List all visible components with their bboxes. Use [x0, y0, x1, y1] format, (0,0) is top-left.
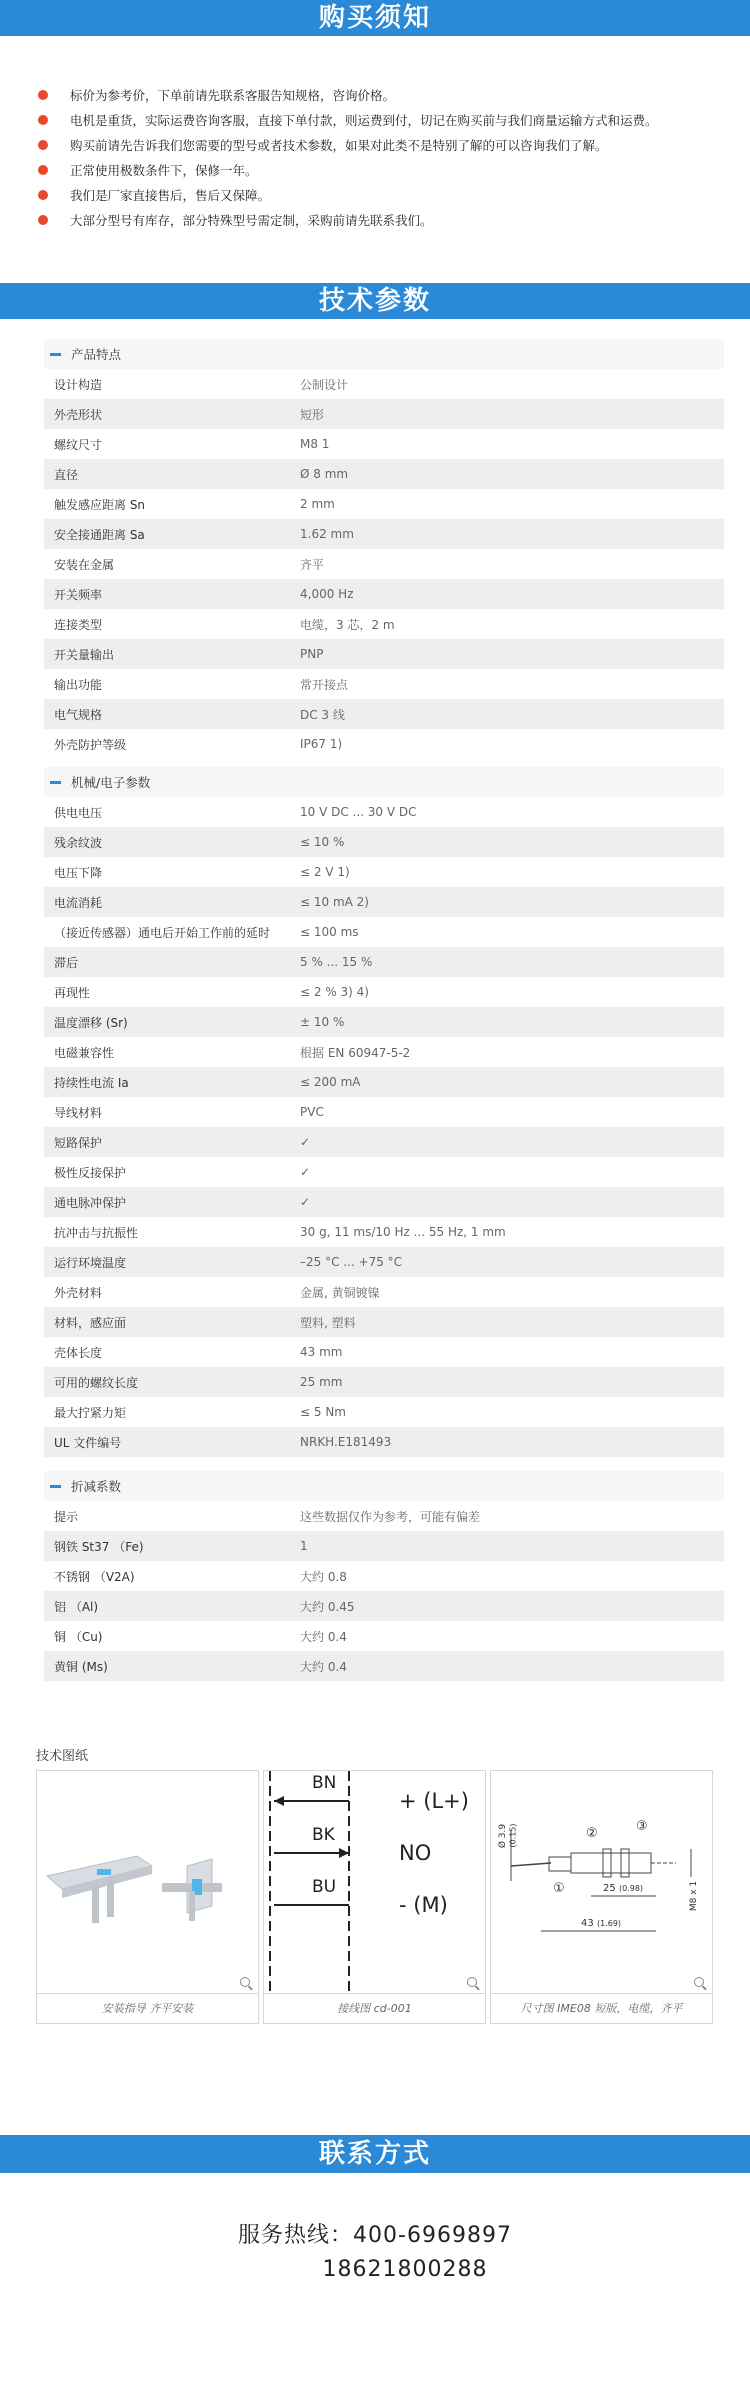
spec-key: 钢铁 St37 （Fe): [54, 1539, 144, 1554]
spec-value: ≤ 10 mA 2): [300, 895, 369, 909]
callout-3: ③: [636, 1819, 648, 1834]
table-row: [44, 369, 724, 399]
spec-key: 通电脉冲保护: [54, 1195, 127, 1210]
spec-key: 供电电压: [54, 805, 103, 820]
wire-no-label: NO: [399, 1841, 432, 1865]
spec-table: [44, 1501, 724, 1681]
section-header: [44, 1471, 724, 1501]
spec-value: 43 mm: [300, 1345, 343, 1359]
spec-key: 滞后: [54, 955, 79, 970]
spec-key: 提示: [54, 1509, 79, 1524]
mounting-drawing: [37, 1771, 258, 1994]
drawing-caption: 接线图 cd-001: [337, 2002, 412, 2015]
spec-value: –25 °C ... +75 °C: [300, 1255, 403, 1269]
spec-key: 输出功能: [54, 677, 103, 692]
spec-value: DC 3 线: [300, 707, 345, 722]
spec-value: ✓: [300, 1165, 311, 1179]
section-marker-icon: [50, 781, 61, 784]
notice-list: [38, 82, 728, 232]
spec-value: 大约 0.8: [300, 1569, 347, 1584]
table-row: [44, 887, 724, 917]
table-row: [44, 1427, 724, 1457]
spec-key: UL 文件编号: [54, 1435, 122, 1450]
spec-key: 不锈钢 （V2A): [54, 1569, 135, 1584]
dim-25: 25: [603, 1883, 616, 1894]
hotline-text: 服务热线：400-6969897: [238, 2223, 512, 2248]
spec-value: 25 mm: [300, 1375, 343, 1389]
table-row: [44, 1157, 724, 1187]
zoom-icon[interactable]: [694, 1977, 704, 1987]
spec-key: 连接类型: [54, 617, 103, 632]
spec-value: 大约 0.45: [300, 1599, 355, 1614]
spec-value: 4,000 Hz: [300, 587, 354, 601]
spec-key: 最大拧紧力矩: [54, 1405, 127, 1420]
table-row: [44, 489, 724, 519]
spec-key: 外壳材料: [54, 1285, 103, 1300]
spec-key: 残余纹波: [54, 835, 103, 850]
wire-minus-label: - (M): [399, 1893, 448, 1917]
drawings-title: 技术图纸: [36, 1749, 89, 1764]
spec-value: M8 1: [300, 437, 330, 451]
table-row: [44, 399, 724, 429]
table-row: [44, 549, 724, 579]
spec-key: 电流消耗: [54, 895, 103, 910]
drawing-caption: 安装指导 齐平安装: [101, 2002, 194, 2015]
table-row: [44, 519, 724, 549]
table-row: [44, 1531, 724, 1561]
table-row: [44, 1621, 724, 1651]
spec-key: 电气规格: [54, 707, 103, 722]
wiring-diagram: [264, 1771, 485, 1994]
table-row: [44, 1037, 724, 1067]
table-row: [44, 1397, 724, 1427]
section-title: 折减系数: [71, 1479, 122, 1494]
contact-banner: 联系方式: [0, 2135, 750, 2173]
spec-section-mech: [44, 767, 724, 1457]
spec-key: 直径: [54, 467, 79, 482]
table-row: [44, 1187, 724, 1217]
table-row: [44, 1367, 724, 1397]
list-item: 电机是重货，实际运费咨询客服，直接下单付款，则运费到付，切记在购买前与我们商量运输方式和运费。: [38, 107, 728, 132]
spec-key: 导线材料: [54, 1105, 103, 1120]
spec-value: ✓: [300, 1135, 311, 1149]
spec-key: 再现性: [54, 985, 91, 1000]
dim-diameter-inch: (0.15): [508, 1823, 518, 1848]
spec-table: [44, 797, 724, 1457]
spec-key: 开关频率: [54, 587, 103, 602]
spec-key: 温度漂移 (Sr): [54, 1015, 128, 1030]
spec-value: ± 10 %: [300, 1015, 345, 1029]
dim-43-inch: (1.69): [597, 1919, 622, 1928]
spec-value: 齐平: [300, 557, 325, 572]
bullet-icon: [38, 165, 48, 175]
table-row: [44, 1277, 724, 1307]
spec-key: 极性反接保护: [54, 1165, 127, 1180]
tech-banner: 技术参数: [0, 283, 750, 319]
table-row: [44, 609, 724, 639]
spec-value: 公制设计: [300, 377, 349, 392]
section-header: [44, 767, 724, 797]
spec-value: ≤ 100 ms: [300, 925, 359, 939]
table-row: [44, 639, 724, 669]
section-marker-icon: [50, 353, 61, 356]
table-row: [44, 1247, 724, 1277]
phone-text: 18621800288: [322, 2257, 488, 2282]
table-row: [44, 1561, 724, 1591]
spec-value: IP67 1): [300, 737, 343, 751]
list-item: 标价为参考价，下单前请先联系客服告知规格，咨询价格。: [38, 82, 728, 107]
table-row: [44, 1007, 724, 1037]
table-row: [44, 947, 724, 977]
table-row: [44, 1067, 724, 1097]
table-row: [44, 699, 724, 729]
spec-table: [44, 369, 724, 759]
bullet-icon: [38, 140, 48, 150]
callout-2: ②: [586, 1826, 598, 1841]
bullet-icon: [38, 90, 48, 100]
list-item: 大部分型号有库存，部分特殊型号需定制，采购前请先联系我们。: [38, 207, 728, 232]
spec-value: 大约 0.4: [300, 1629, 347, 1644]
spec-key: 安装在金属: [54, 557, 115, 572]
bullet-icon: [38, 215, 48, 225]
spec-key: 铝 （Al): [54, 1599, 99, 1614]
spec-value: ≤ 5 Nm: [300, 1405, 346, 1419]
spec-value: 常开接点: [300, 677, 349, 692]
spec-value: 大约 0.4: [300, 1659, 347, 1674]
wire-plus-label: + (L+): [399, 1789, 469, 1813]
table-row: [44, 797, 724, 827]
table-row: [44, 827, 724, 857]
spec-value: NRKH.E181493: [300, 1435, 392, 1449]
spec-value: 根据 EN 60947-5-2: [300, 1045, 411, 1060]
spec-value: ≤ 10 %: [300, 835, 345, 849]
list-item: 正常使用极数条件下，保修一年。: [38, 157, 728, 182]
spec-value: 这些数据仅作为参考，可能有偏差: [300, 1509, 481, 1524]
spec-value: 1: [300, 1539, 308, 1553]
table-row: [44, 429, 724, 459]
table-row: [44, 1501, 724, 1531]
drawing-card-wiring[interactable]: [263, 1770, 486, 2024]
spec-value: ✓: [300, 1195, 311, 1209]
spec-key: 安全接通距离 Sa: [54, 527, 145, 542]
spec-key: 开关量输出: [54, 647, 115, 662]
drawing-caption: 尺寸图 IME08 短版，电缆，齐平: [520, 2002, 683, 2015]
bullet-icon: [38, 115, 48, 125]
wire-bu-label: BU: [312, 1877, 337, 1897]
spec-key: （接近传感器）通电后开始工作前的延时: [54, 925, 271, 940]
table-row: [44, 857, 724, 887]
section-header: [44, 339, 724, 369]
spec-key: 短路保护: [54, 1135, 103, 1150]
spec-key: 铜 （Cu): [54, 1629, 103, 1644]
table-row: [44, 1127, 724, 1157]
section-title: 产品特点: [71, 347, 122, 362]
table-row: [44, 1307, 724, 1337]
spec-section-reduction: [44, 1471, 724, 1681]
dim-diameter: Ø 3.9: [498, 1823, 509, 1849]
list-item: 购买前请先告诉我们您需要的型号或者技术参数，如果对此类不是特别了解的可以咨询我们了解。: [38, 132, 728, 157]
spec-value: 2 mm: [300, 497, 335, 511]
spec-section-features: [44, 339, 724, 759]
wire-bk-label: BK: [312, 1825, 335, 1845]
dimension-drawing: [491, 1771, 712, 1994]
spec-key: 设计构造: [54, 377, 103, 392]
spec-key: 外壳形状: [54, 407, 103, 422]
spec-value: 短形: [300, 407, 325, 422]
drawing-card-mounting[interactable]: [36, 1770, 259, 2024]
spec-value: 1.62 mm: [300, 527, 354, 541]
spec-key: 螺纹尺寸: [54, 437, 103, 452]
spec-key: 黄铜 (Ms): [54, 1659, 108, 1674]
spec-value: ≤ 200 mA: [300, 1075, 361, 1089]
table-row: [44, 1217, 724, 1247]
spec-key: 材料，感应面: [54, 1315, 127, 1330]
purchase-banner: 购买须知: [0, 0, 750, 36]
spec-key: 持续性电流 Ia: [54, 1075, 129, 1090]
spec-value: 金属, 黄铜镀镍: [300, 1285, 380, 1300]
table-row: [44, 1651, 724, 1681]
spec-key: 外壳防护等级: [54, 737, 127, 752]
zoom-icon[interactable]: [240, 1977, 250, 1987]
table-row: [44, 917, 724, 947]
table-row: [44, 579, 724, 609]
table-row: [44, 459, 724, 489]
list-item: 我们是厂家直接售后，售后又保障。: [38, 182, 728, 207]
spec-key: 电压下降: [54, 865, 103, 880]
wire-bn-label: BN: [312, 1773, 337, 1793]
zoom-icon[interactable]: [467, 1977, 477, 1987]
table-row: [44, 1591, 724, 1621]
spec-value: 电缆，3 芯，2 m: [300, 617, 395, 632]
spec-value: ≤ 2 % 3) 4): [300, 985, 369, 999]
spec-key: 触发感应距离 Sn: [54, 497, 146, 512]
spec-value: PVC: [300, 1105, 324, 1119]
spec-value: Ø 8 mm: [300, 467, 349, 481]
table-row: [44, 1097, 724, 1127]
section-marker-icon: [50, 1485, 61, 1488]
drawing-card-dimension[interactable]: [490, 1770, 713, 2024]
table-row: [44, 977, 724, 1007]
spec-value: 30 g, 11 ms/10 Hz ... 55 Hz, 1 mm: [300, 1225, 506, 1239]
spec-value: ≤ 2 V 1): [300, 865, 350, 879]
spec-key: 壳体长度: [54, 1345, 103, 1360]
spec-key: 运行环境温度: [54, 1255, 127, 1270]
spec-key: 电磁兼容性: [54, 1045, 115, 1060]
bullet-icon: [38, 190, 48, 200]
spec-value: PNP: [300, 647, 324, 661]
spec-key: 可用的螺纹长度: [54, 1375, 139, 1390]
table-row: [44, 669, 724, 699]
spec-value: 10 V DC ... 30 V DC: [300, 805, 417, 819]
table-row: [44, 1337, 724, 1367]
dim-43: 43: [581, 1918, 594, 1929]
dim-25-inch: (0.98): [619, 1884, 644, 1893]
dim-thread: M8 x 1: [689, 1880, 700, 1912]
table-row: [44, 729, 724, 759]
spec-value: 塑料, 塑料: [300, 1315, 356, 1330]
section-title: 机械/电子参数: [71, 775, 151, 790]
spec-value: 5 % ... 15 %: [300, 955, 373, 969]
spec-key: 抗冲击与抗振性: [54, 1225, 139, 1240]
callout-1: ①: [553, 1881, 565, 1896]
